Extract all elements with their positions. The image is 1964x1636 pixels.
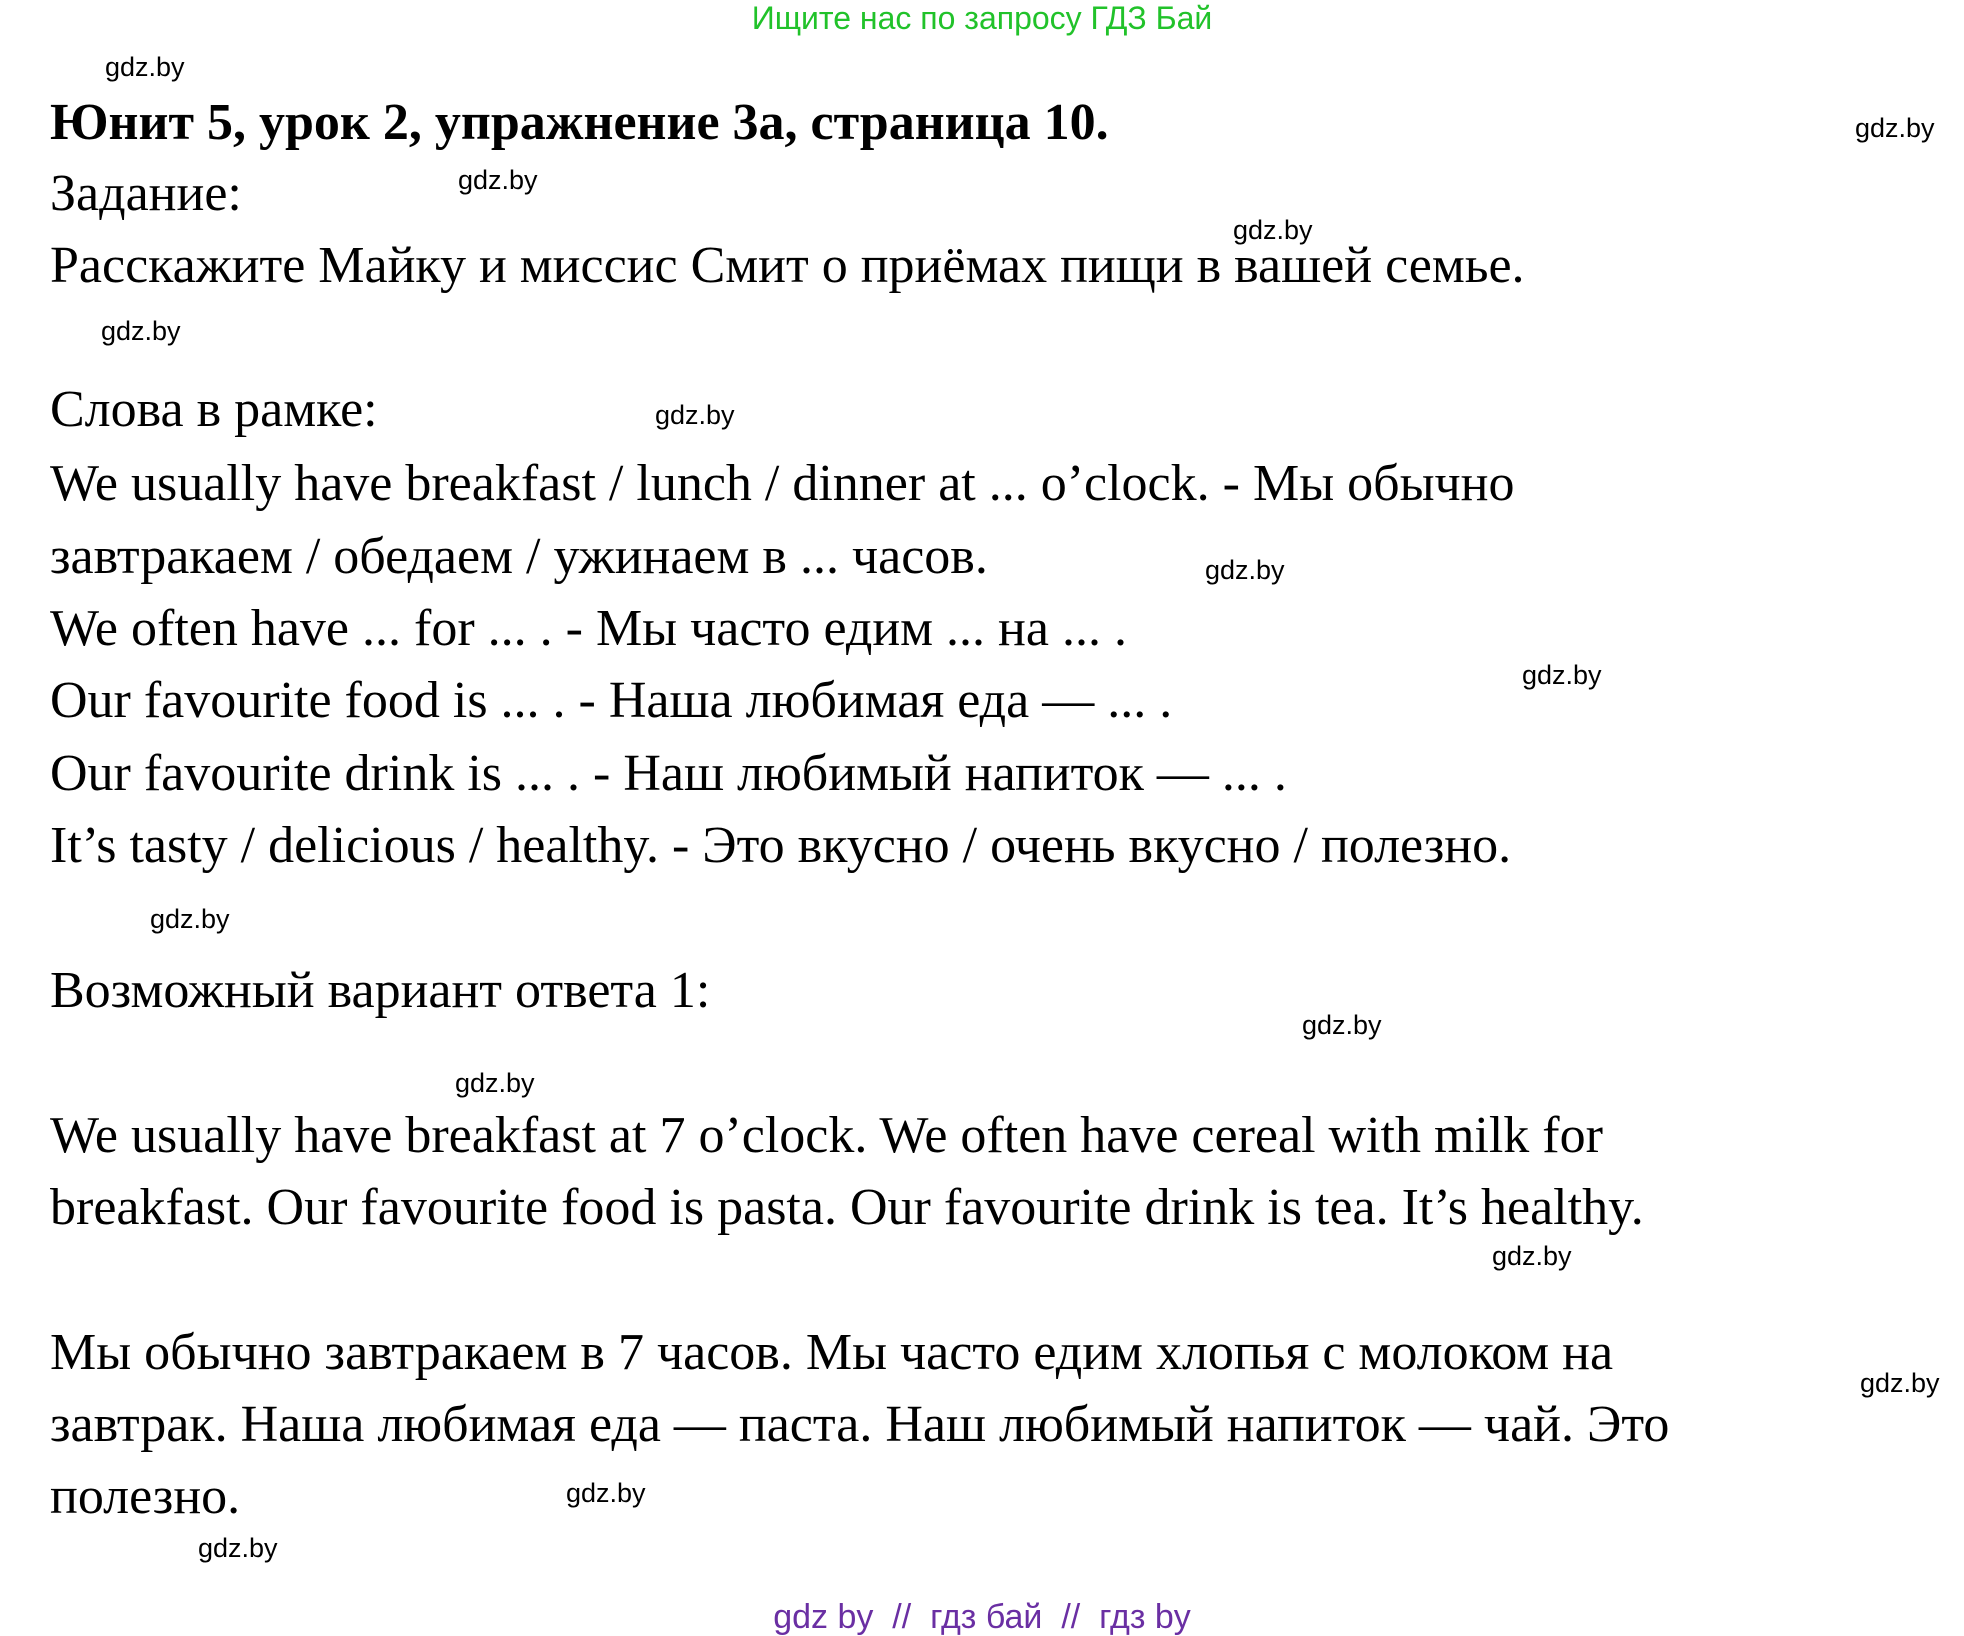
top-banner: Ищите нас по запросу ГДЗ Бай — [751, 0, 1213, 36]
watermark: gdz.by — [1233, 215, 1313, 245]
watermark: gdz.by — [150, 904, 230, 934]
watermark: gdz.by — [655, 400, 735, 430]
task-label: Задание: — [50, 165, 242, 222]
watermark: gdz.by — [1205, 555, 1285, 585]
answer-ru-line: полезно. — [50, 1468, 241, 1525]
words-label: Слова в рамке: — [50, 381, 378, 438]
answer-ru-line: Мы обычно завтракаем в 7 часов. Мы часто едим хлопья с молоком на — [50, 1324, 1614, 1381]
phrase-line: Our favourite drink is ... . - Наш любимый напиток — ... . — [50, 745, 1287, 802]
watermark: gdz.by — [198, 1533, 278, 1563]
exercise-title: Юнит 5, урок 2, упражнение 3а, страница 10. — [50, 94, 1109, 151]
watermark: gdz.by — [455, 1068, 535, 1098]
watermark: gdz.by — [1855, 113, 1935, 143]
watermark: gdz.by — [566, 1478, 646, 1508]
watermark: gdz.by — [101, 316, 181, 346]
watermark: gdz.by — [1860, 1368, 1940, 1398]
phrase-line: Our favourite food is ... . - Наша любимая еда — ... . — [50, 672, 1173, 729]
watermark: gdz.by — [1522, 660, 1602, 690]
answer-en-line: breakfast. Our favourite food is pasta. Our favourite drink is tea. It’s healthy. — [50, 1179, 1644, 1236]
watermark: gdz.by — [1302, 1010, 1382, 1040]
answer-en-line: We usually have breakfast at 7 o’clock. We often have cereal with milk for — [50, 1107, 1603, 1164]
phrase-line: We often have ... for ... . - Мы часто едим ... на ... . — [50, 600, 1127, 657]
task-text: Расскажите Майку и миссис Смит о приёмах пищи в вашей семье. — [50, 237, 1525, 294]
answer-ru-line: завтрак. Наша любимая еда — паста. Наш любимый напиток — чай. Это — [50, 1396, 1670, 1453]
watermark: gdz.by — [458, 165, 538, 195]
phrase-line: завтракаем / обедаем / ужинаем в ... часов. — [50, 528, 988, 585]
phrase-line: It’s tasty / delicious / healthy. - Это вкусно / очень вкусно / полезно. — [50, 817, 1512, 874]
watermark: gdz.by — [105, 52, 185, 82]
phrase-line: We usually have breakfast / lunch / dinner at ... o’clock. - Мы обычно — [50, 455, 1515, 512]
footer-watermark: gdz by // гдз бай // гдз by — [773, 1598, 1191, 1636]
watermark: gdz.by — [1492, 1241, 1572, 1271]
answer-label: Возможный вариант ответа 1: — [50, 962, 711, 1019]
